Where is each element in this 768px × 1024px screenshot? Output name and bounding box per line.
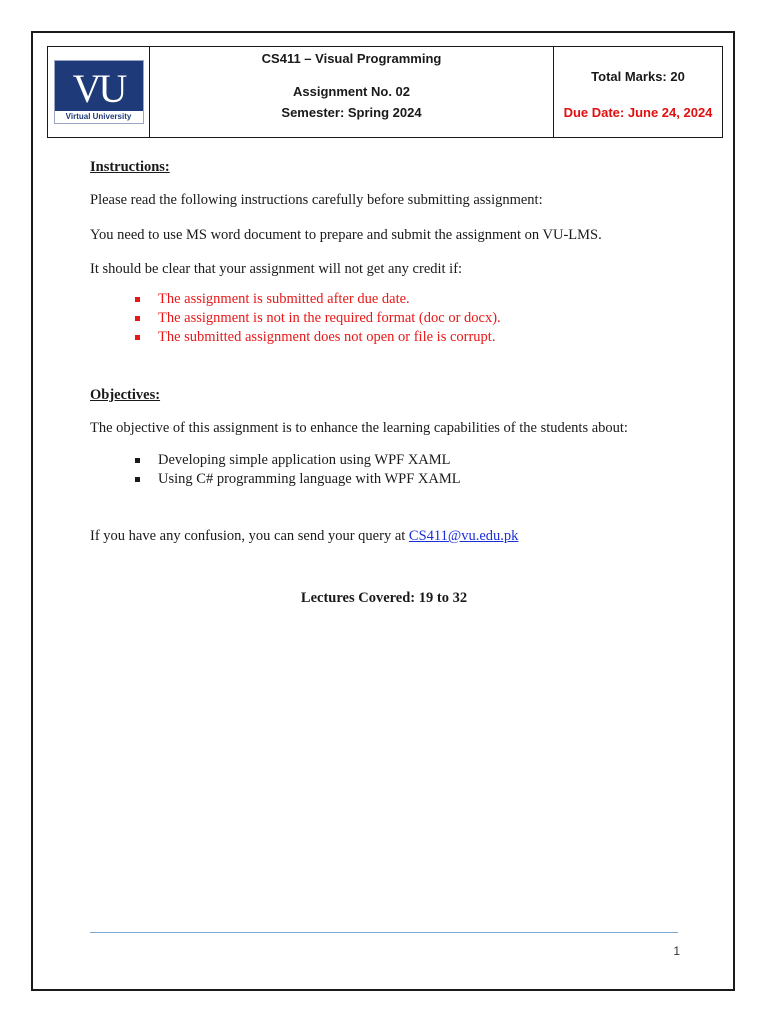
contact-line xyxy=(90,527,518,545)
semester: Semester: Spring 2024 xyxy=(281,105,422,120)
email-link[interactable]: CS411@vu.edu.pk xyxy=(408,528,519,544)
lectures-covered: Lectures Covered: 19 to 32 xyxy=(300,590,468,606)
list-item: The submitted assignment does not open or file is corrupt. xyxy=(135,328,501,347)
contact-text: If you have any confusion, you can send your query at xyxy=(90,528,409,544)
assignment-number: Assignment No. 02 xyxy=(292,84,411,99)
page-number: 1 xyxy=(673,944,680,958)
objectives-list xyxy=(135,451,461,489)
logo-caption: Virtual University xyxy=(55,111,143,123)
vu-logo xyxy=(54,60,144,124)
course-title: CS411 – Visual Programming xyxy=(261,51,442,66)
footer-divider xyxy=(90,932,678,933)
due-date: Due Date: June 24, 2024 xyxy=(563,105,713,120)
instructions-heading: Instructions: xyxy=(90,159,170,175)
list-item: Developing simple application using WPF XAML xyxy=(135,451,461,470)
objectives-heading: Objectives: xyxy=(90,387,161,403)
header-table xyxy=(47,46,723,138)
logo-cell xyxy=(48,47,150,137)
total-marks: Total Marks: 20 xyxy=(591,69,685,84)
title-cell xyxy=(150,47,554,137)
instructions-line-3: It should be clear that your assignment will not get any credit if: xyxy=(90,261,463,277)
list-item: Using C# programming language with WPF XAML xyxy=(135,470,461,489)
credit-conditions-list xyxy=(135,290,501,347)
marks-cell xyxy=(554,47,722,137)
logo-mark: VU xyxy=(72,66,125,111)
list-item: The assignment is submitted after due date. xyxy=(135,290,501,309)
objectives-intro: The objective of this assignment is to enhance the learning capabilities of the students about: xyxy=(90,420,628,436)
instructions-line-2: You need to use MS word document to prepare and submit the assignment on VU-LMS. xyxy=(90,227,602,243)
instructions-intro: Please read the following instructions carefully before submitting assignment: xyxy=(90,192,543,208)
list-item: The assignment is not in the required format (doc or docx). xyxy=(135,309,501,328)
